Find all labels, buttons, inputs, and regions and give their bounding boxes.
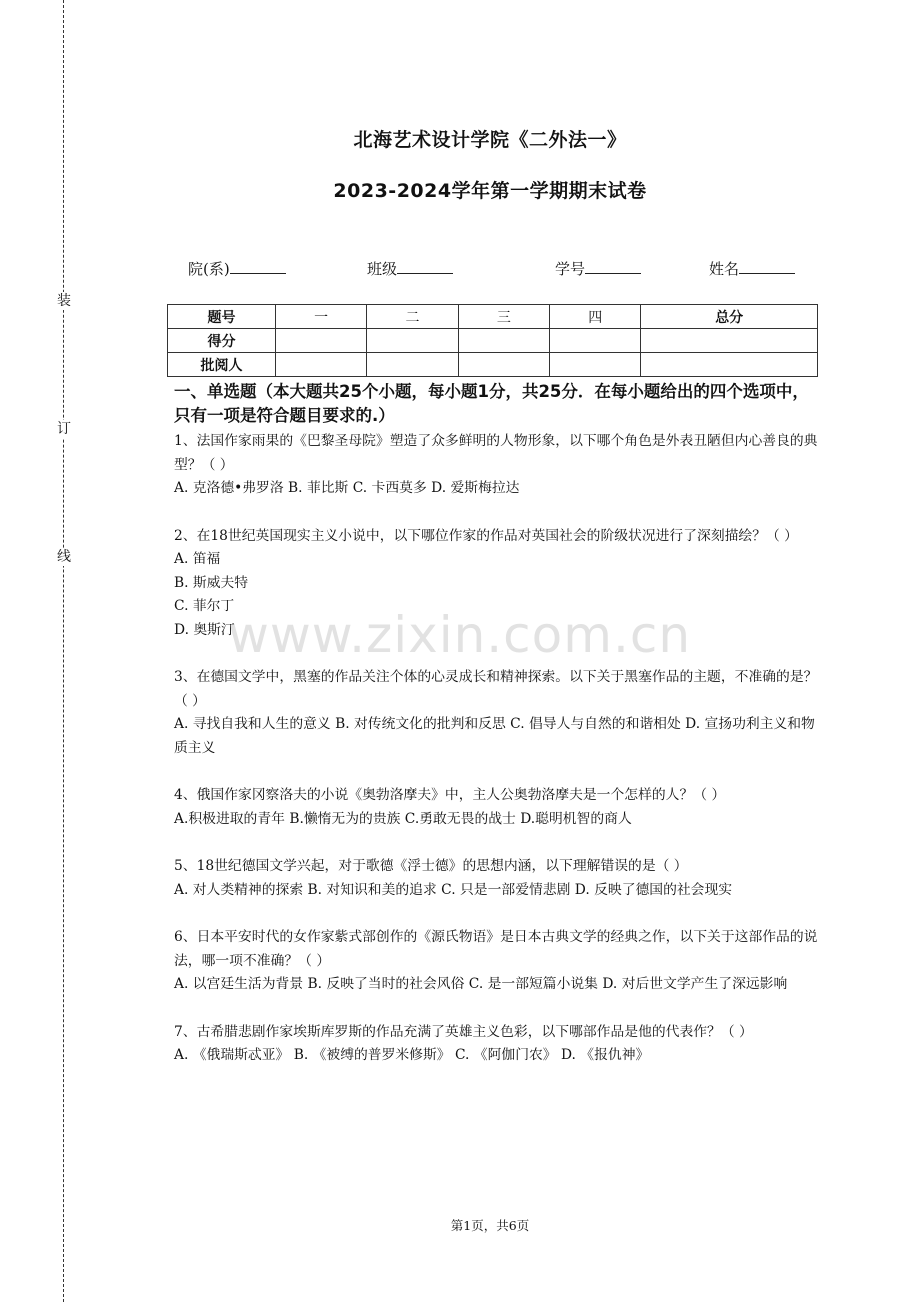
q7-options: A. 《俄瑞斯忒亚》 B. 《被缚的普罗米修斯》 C. 《阿伽门农》 D. 《报仇神》 xyxy=(174,1047,650,1063)
q6-options: A. 以宫廷生活为背景 B. 反映了当时的社会风俗 C. 是一部短篇小说集 D. 对后世文学产生了深远影响 xyxy=(174,976,788,992)
q3-options: A. 寻找自我和人生的意义 B. 对传统文化的批判和反思 C. 倡导人与自然的和谐相处 D. 宣扬功利主义和物质主义 xyxy=(174,716,815,756)
q2-option-a: A. 笛福 xyxy=(174,551,221,567)
name-blank[interactable] xyxy=(739,259,795,274)
score-cell[interactable] xyxy=(550,329,641,353)
score-col-2: 二 xyxy=(367,305,458,329)
exam-title-line1: 北海艺术设计学院《二外法一》 xyxy=(353,129,627,151)
q2-option-b: B. 斯威夫特 xyxy=(174,574,249,591)
score-cell[interactable] xyxy=(367,329,458,353)
q4-stem: 4、俄国作家冈察洛夫的小说《奥勃洛摩夫》中，主人公奥勃洛摩夫是一个怎样的人？（ ） xyxy=(174,787,726,803)
section1-heading: 一、单选题（本大题共25个小题，每小题1分，共25分．在每小题给出的四个选项中，只有一项是符合题目要求的.） xyxy=(174,382,809,425)
student-info-row xyxy=(0,258,920,280)
watermark-text: www.zixin.com.cn xyxy=(228,606,692,664)
score-row-label-score: 得分 xyxy=(168,329,276,353)
dept-label: 院(系) xyxy=(188,260,230,278)
binding-char-xian: 线 xyxy=(57,549,71,565)
q4-options: A.积极进取的青年 B.懒惰无为的贵族 C.勇敢无畏的战士 D.聪明机智的商人 xyxy=(174,810,632,827)
q1-stem: 1、法国作家雨果的《巴黎圣母院》塑造了众多鲜明的人物形象，以下哪个角色是外表丑陋但内心善良的典型？（ ） xyxy=(174,433,818,473)
student-id-blank[interactable] xyxy=(585,259,641,274)
score-table xyxy=(167,304,818,377)
score-cell[interactable] xyxy=(276,329,367,353)
class-field[interactable] xyxy=(367,258,453,279)
q2-option-d: D. 奥斯汀 xyxy=(174,621,235,638)
page-footer: 第1页，共6页 xyxy=(450,1218,530,1233)
exam-title-line2: 2023-2024学年第一学期期末试卷 xyxy=(333,180,647,202)
score-col-total: 总分 xyxy=(641,305,818,329)
score-cell[interactable] xyxy=(641,329,818,353)
q2-stem: 2、在18世纪英国现实主义小说中，以下哪位作家的作品对英国社会的阶级状况进行了深刻描绘？（ ） xyxy=(174,527,798,544)
q3-stem: 3、在德国文学中，黑塞的作品关注个体的心灵成长和精神探索。以下关于黑塞作品的主题，不准确的是？（ ） xyxy=(174,669,818,709)
student-id-label: 学号 xyxy=(555,260,586,278)
grader-cell[interactable] xyxy=(276,353,367,377)
name-label: 姓名 xyxy=(709,260,740,278)
q2-option-c: C. 菲尔丁 xyxy=(174,598,235,614)
dept-field[interactable] xyxy=(188,258,286,279)
score-table-header-row xyxy=(168,305,818,329)
grader-cell[interactable] xyxy=(641,353,818,377)
score-col-question-no: 题号 xyxy=(168,305,276,329)
binding-char-ding: 订 xyxy=(57,421,71,437)
score-col-4: 四 xyxy=(550,305,641,329)
score-col-1: 一 xyxy=(276,305,367,329)
score-row-score xyxy=(168,329,818,353)
q1-options: A. 克洛德•弗罗洛 B. 菲比斯 C. 卡西莫多 D. 爱斯梅拉达 xyxy=(174,480,520,496)
class-blank[interactable] xyxy=(397,259,453,274)
score-row-label-grader: 批阅人 xyxy=(168,353,276,377)
q5-stem: 5、18世纪德国文学兴起，对于歌德《浮士德》的思想内涵，以下理解错误的是（ ） xyxy=(174,858,688,874)
grader-cell[interactable] xyxy=(458,353,549,377)
grader-cell[interactable] xyxy=(367,353,458,377)
student-id-field[interactable] xyxy=(555,258,641,279)
name-field[interactable] xyxy=(709,258,795,279)
q5-options: A. 对人类精神的探索 B. 对知识和美的追求 C. 只是一部爱情悲剧 D. 反映了德国的社会现实 xyxy=(174,881,733,898)
score-col-3: 三 xyxy=(458,305,549,329)
questions-area xyxy=(174,380,819,1068)
q6-stem: 6、日本平安时代的女作家紫式部创作的《源氏物语》是日本古典文学的经典之作，以下关于这部作品的说法，哪一项不准确？（ ） xyxy=(174,929,818,969)
score-row-grader xyxy=(168,353,818,377)
score-cell[interactable] xyxy=(458,329,549,353)
q7-stem: 7、古希腊悲剧作家埃斯库罗斯的作品充满了英雄主义色彩，以下哪部作品是他的代表作？（ ） xyxy=(174,1023,753,1040)
binding-char-zhuang: 装 xyxy=(57,293,71,309)
dept-blank[interactable] xyxy=(230,259,286,274)
class-label: 班级 xyxy=(367,260,398,278)
grader-cell[interactable] xyxy=(550,353,641,377)
